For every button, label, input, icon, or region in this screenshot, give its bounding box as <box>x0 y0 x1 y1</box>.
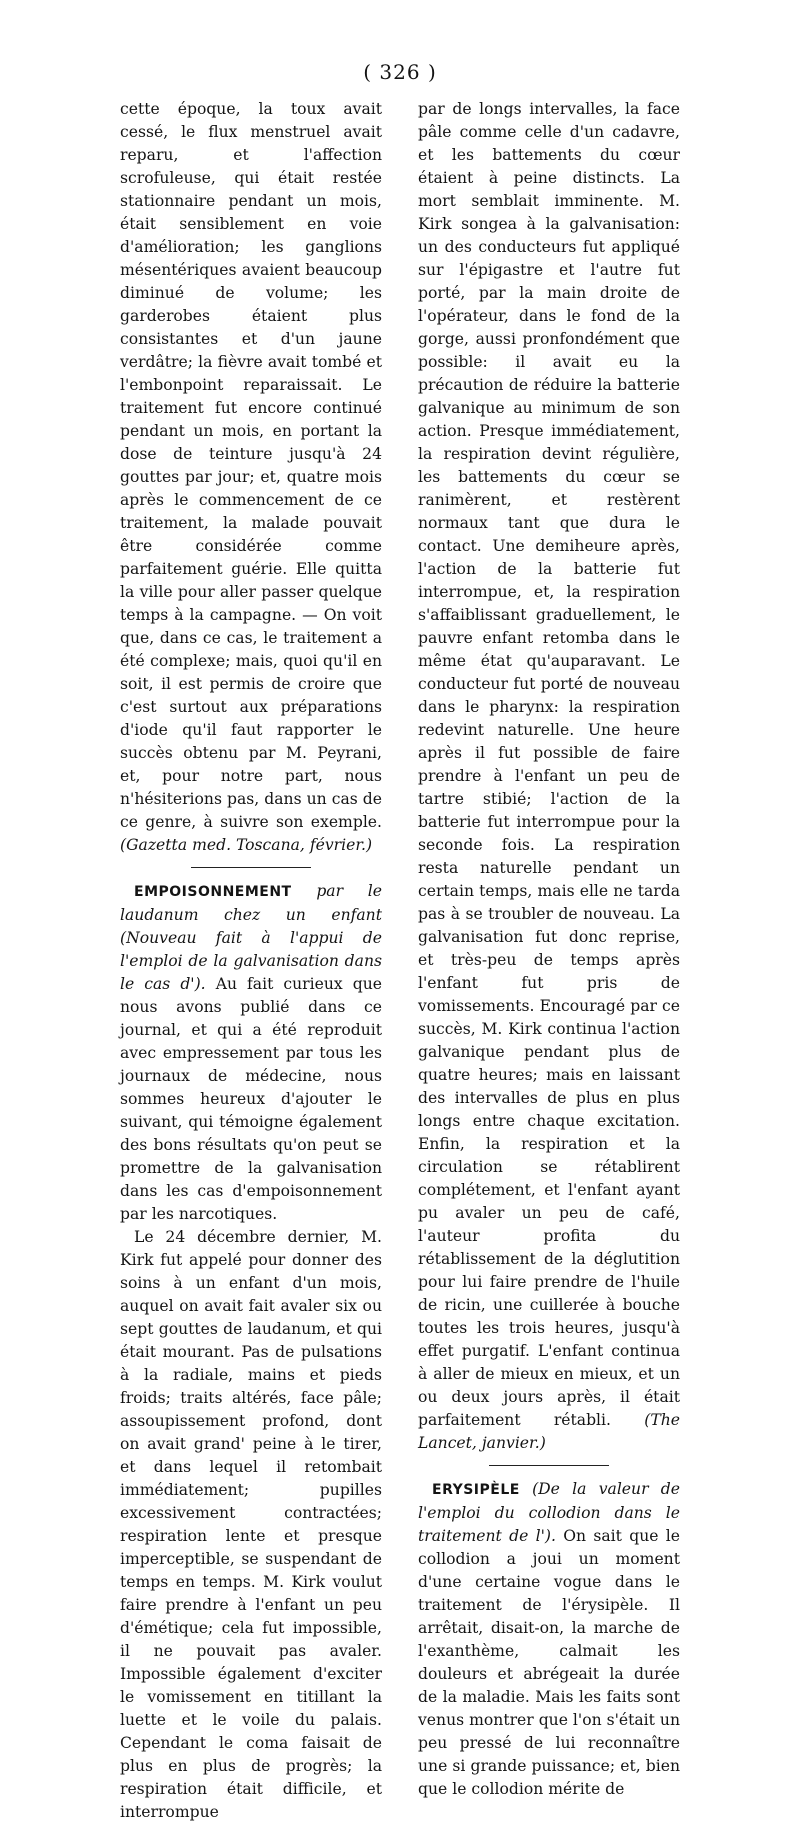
left-paragraph-1 <box>120 98 382 857</box>
right-column <box>418 98 680 1801</box>
right-paragraph-1 <box>418 98 680 1455</box>
section-divider <box>489 1465 609 1466</box>
left-source-citation: (Gazetta med. Toscana, février.) <box>120 836 373 854</box>
right-paragraph-1-text: par de longs intervalles, la face pâle comme celle d'un cadavre, et les battements du cœur étaient à peine distincts. La mort semblait imminente. M. Kirk songea à la galvanisation: un des conducteurs fut appliqué sur l'épigastre et l'autre fut porté, par la main droite de l'opérateur, dans le fond de la gorge, aussi pronfondément que possible: il avait eu la précaution de réduire la batterie galvanique au minimum de son action. Presque immédiatement, la respiration devint régulière, les battements du cœur se ranimèrent, et restèrent normaux tant que dura le contact. Une demiheure après, l'action de la batterie fut interrompue, et, la respiration s'affaiblissant graduellement, le pauvre enfant retomba dans le même état qu'auparavant. Le conducteur fut porté de nouveau dans le pharynx: la respiration redevint naturelle. Une heure après il fut possible de faire prendre à l'enfant un peu de tartre stibié; l'action de la batterie fut interrompue pour la seconde fois. La respiration resta naturelle pendant un certain temps, mais elle ne tarda pas à se troubler de nouveau. La galvanisation fut donc reprise, et très-peu de temps après l'enfant fut pris de vomissements. Encouragé par ce succès, M. Kirk continua l'action galvanique pendant plus de quatre heures; mais en laissant des intervalles de plus en plus longs entre chaque excitation. Enfin, la respiration et la circulation se rétablirent complétement, et l'enfant ayant pu avaler un peu de café, l'auteur profita du rétablissement de la déglutition pour lui faire prendre de l'huile de ricin, une cuillerée à bouche toutes les trois heures, jusqu'à effet purgatif. L'enfant continua à aller de mieux en mieux, et un ou deux jours après, il était parfaitement rétabli. <box>418 100 680 1429</box>
right-source-citation: (The Lancet, janvier.) <box>418 1411 680 1452</box>
left-column <box>120 98 382 1824</box>
article-subheading: (De la valeur de l'emploi du collodion dans le traitement de l'). <box>418 1480 680 1545</box>
section-divider <box>191 867 311 868</box>
article-subheading: par le laudanum chez un enfant (Nouveau fait à l'appui de l'emploi de la galvanisation dans le cas d'). <box>120 882 382 993</box>
article-heading: EMPOISONNEMENT <box>134 884 292 900</box>
page-number: ( 326 ) <box>363 60 437 84</box>
right-article-erysipele <box>418 1478 680 1801</box>
article-intro-text: On sait que le collodion a joui un moment d'une certaine vogue dans le traitement de l'érysipèle. Il arrêtait, disait-on, la marche de l'exanthème, calmait les douleurs et abrégeait la durée de la maladie. Mais les faits sont venus montrer que l'on s'était un peu pressé de lui reconnaître une si grande puissance; et, bien que le collodion mérite de <box>418 1527 680 1798</box>
left-paragraph-3: Le 24 décembre dernier, M. Kirk fut appelé pour donner des soins à un enfant d'un mois, auquel on avait fait avaler six ou sept gouttes de laudanum, et qui était mourant. Pas de pulsations à la radiale, mains et pieds froids; traits altérés, face pâle; assoupissement profond, dont on avait grand' peine à le tirer, et dans lequel il retombait immédiatement; pupilles excessivement contractées; respiration lente et presque imperceptible, se suspendant de temps en temps. M. Kirk voulut faire prendre à l'enfant un peu d'émétique; cela fut impossible, il ne pouvait pas avaler. Impossible également d'exciter le vomissement en titillant la luette et le voile du palais. Cependant le coma faisait de plus en plus de progrès; la respiration était difficile, et interrompue <box>120 1228 382 1821</box>
left-paragraph-1-text: cette époque, la toux avait cessé, le flux menstruel avait reparu, et l'affection scrofuleuse, qui était restée stationnaire pendant un mois, était sensiblement en voie d'amélioration; les ganglions mésentériques avaient beaucoup diminué de volume; les garderobes étaient plus consistantes et d'un jaune verdâtre; la fièvre avait tombé et l'embonpoint reparaissait. Le traitement fut encore continué pendant un mois, en portant la dose de teinture jusqu'à 24 gouttes par jour; et, quatre mois après le commencement de ce traitement, la malade pouvait être considérée comme parfaitement guérie. Elle quitta la ville pour aller passer quelque temps à la campagne. — On voit que, dans ce cas, le traitement a été complexe; mais, quoi qu'il en soit, il est permis de croire que c'est surtout aux préparations d'iode qu'il faut rapporter le succès obtenu par M. Peyrani, et, pour notre part, nous n'hésiterions pas, dans un cas de ce genre, à suivre son exemple. <box>120 100 382 831</box>
left-article-empoisonnement <box>120 880 382 1226</box>
article-heading: ERYSIPÈLE <box>432 1482 520 1498</box>
article-intro-text: Au fait curieux que nous avons publié dans ce journal, et qui a été reproduit avec empressement par tous les journaux de médecine, nous sommes heureux d'ajouter le suivant, qui témoigne également des bons résultats qu'on peut se promettre de la galvanisation dans les cas d'empoisonnement par les narcotiques. <box>120 975 382 1223</box>
